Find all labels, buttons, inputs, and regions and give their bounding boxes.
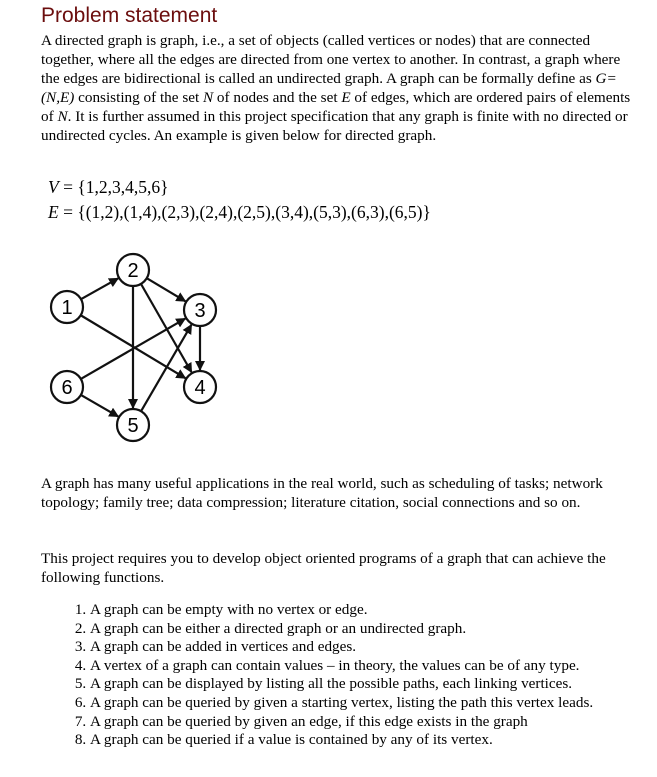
text: E: [48, 202, 59, 222]
list-item: 2. A graph can be either a directed graph or an undirected graph.: [90, 620, 630, 639]
node-2: [117, 254, 149, 286]
node-label: 1: [61, 297, 73, 319]
applications-paragraph: A graph has many useful applications in the real world, such as scheduling of tasks; network topology; family tree; data compression; literature citation, social connections and so on.: [41, 475, 603, 511]
node-label: 6: [61, 377, 73, 399]
page-title: Problem statement: [41, 4, 218, 27]
text: V: [48, 177, 59, 197]
text: . It is further assumed in this project specification that any graph is finite with no directed or undirected cycles. An example is given below for directed graph.: [41, 108, 628, 144]
text: = {1,2,3,4,5,6}: [58, 177, 169, 197]
edge-1-2: [81, 278, 118, 299]
list-item: 4. A vertex of a graph can contain values – in theory, the values can be of any type.: [90, 657, 630, 676]
requirements-list: [41, 601, 630, 750]
node-3: [184, 294, 216, 326]
list-item: 1. A graph can be empty with no vertex or edge.: [90, 601, 630, 620]
requirements-paragraph: This project requires you to develop object oriented programs of a graph that can achieve the following functions.: [41, 550, 606, 586]
edge-6-5: [81, 395, 118, 417]
edge-2-3: [147, 278, 186, 301]
text: of edges, which are ordered pairs of elements of: [41, 89, 631, 125]
node-5: [117, 409, 149, 441]
node-label: 5: [127, 415, 139, 437]
list-item: 7. A graph can be queried by given an edge, if this edge exists in the graph: [90, 713, 630, 732]
node-label: 4: [194, 377, 206, 399]
text: N: [202, 89, 214, 106]
list-item: 6. A graph can be queried by given a starting vertex, listing the path this vertex leads.: [90, 694, 630, 713]
text: N: [57, 108, 68, 125]
list-item: 8. A graph can be queried if a value is contained by any of its vertex.: [90, 731, 630, 750]
text: consisting of the set: [74, 89, 203, 106]
node-4: [184, 371, 216, 403]
node-6: [51, 371, 83, 403]
edge-5-3: [141, 325, 191, 411]
text: of nodes and the set: [213, 89, 342, 106]
text: E: [341, 89, 351, 106]
edge-2-4: [141, 284, 192, 372]
node-label: 2: [127, 260, 139, 282]
node-1: [51, 291, 83, 323]
list-item: 5. A graph can be displayed by listing all the possible paths, each linking vertices.: [90, 675, 630, 694]
text: G=(N,E): [41, 70, 617, 106]
list-item: 3. A graph can be added in vertices and edges.: [90, 638, 630, 657]
text: A directed graph is graph, i.e., a set of objects (called vertices or nodes) that are connected together, where all the edges are directed from one vertex to another. In contrast, a graph where the edges are bidirectional is called an undirected graph. A graph can be formally define as: [41, 32, 621, 87]
text: = {(1,2),(1,4),(2,3),(2,4),(2,5),(3,4),(5,3),(6,3),(6,5)}: [58, 202, 431, 222]
node-label: 3: [194, 300, 206, 322]
